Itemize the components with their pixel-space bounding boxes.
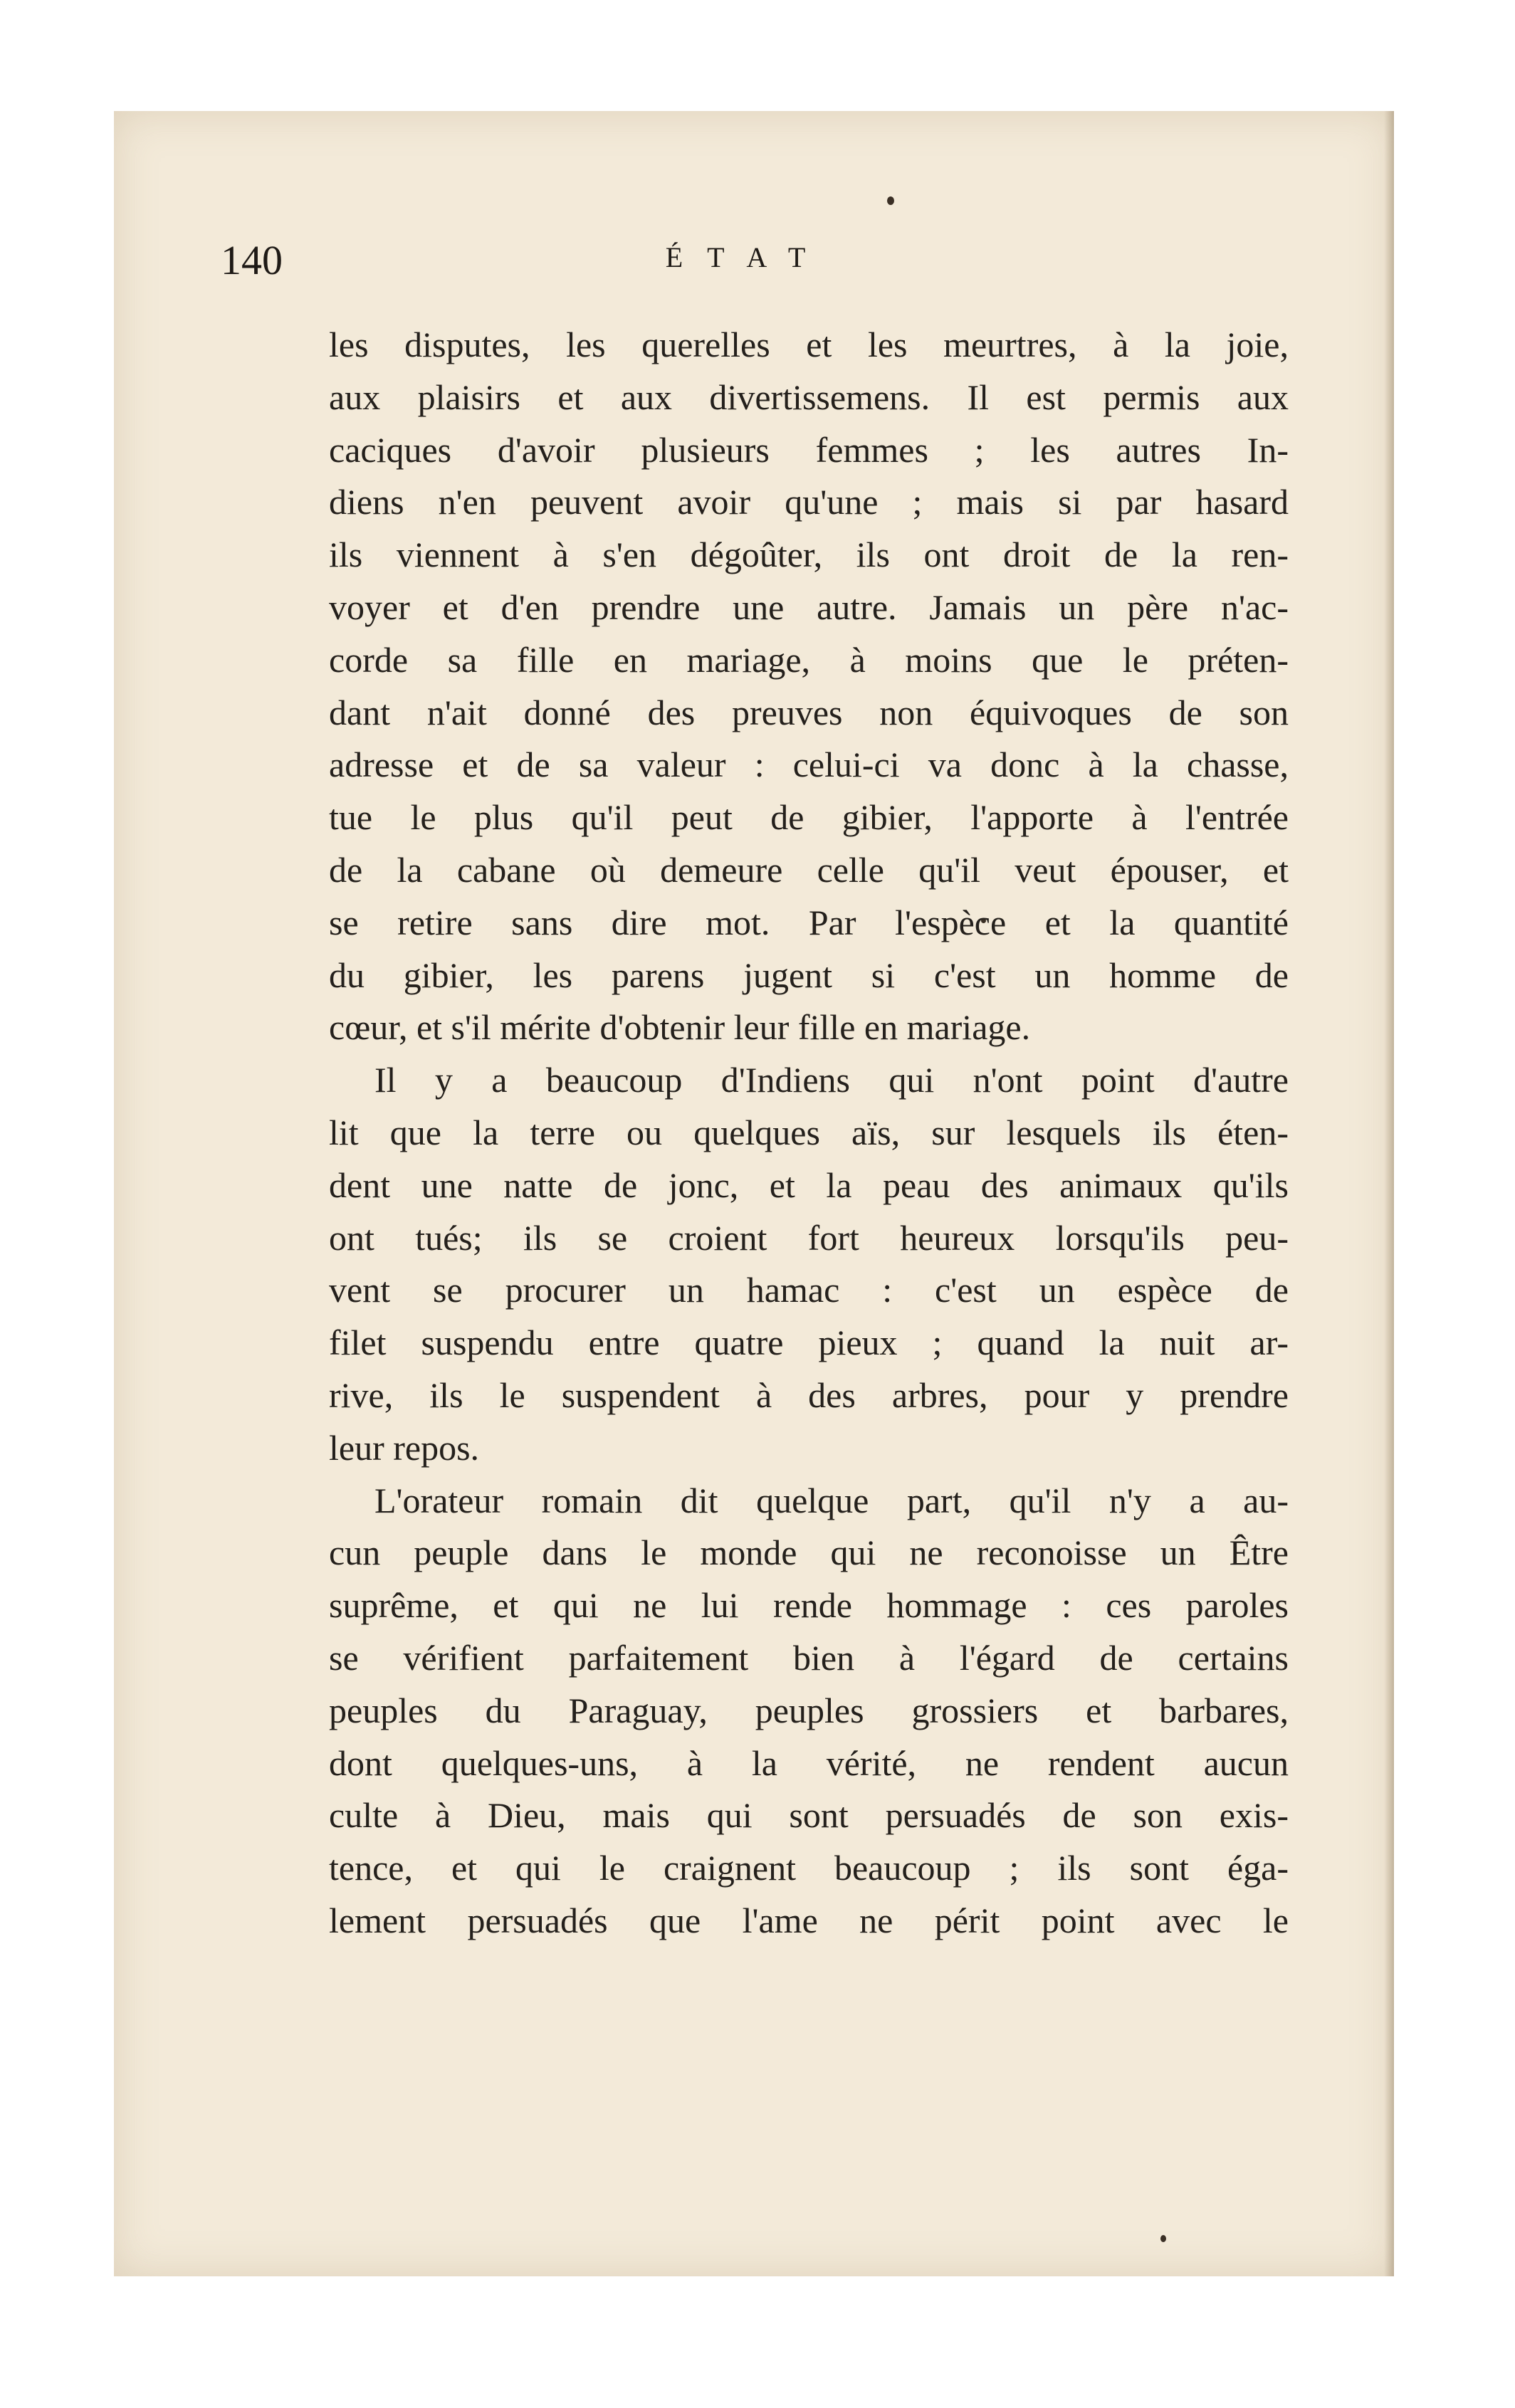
text-line: filet suspendu entre quatre pieux ; quand la nuit ar-: [329, 1323, 1289, 1363]
text-line: lement persuadés que l'ame ne périt point avec le: [329, 1900, 1289, 1940]
paragraph-start-line: L'orateur romain dit quelque part, qu'il n'y a au-: [374, 1480, 1289, 1520]
paragraph-end-line: cœur, et s'il mérite d'obtenir leur fille en mariage.: [329, 1007, 1031, 1048]
text-line: corde sa fille en mariage, à moins que le préten-: [329, 639, 1289, 680]
body-text: [329, 319, 1289, 1947]
text-line: lit que la terre ou quelques aïs, sur lesquels ils éten-: [329, 1112, 1289, 1152]
text-line: dant n'ait donné des preuves non équivoques de son: [329, 692, 1289, 732]
text-line: voyer et d'en prendre une autre. Jamais un père n'ac-: [329, 587, 1289, 627]
ink-speck: [1160, 2235, 1166, 2242]
text-line: tue le plus qu'il peut de gibier, l'apporte à l'entrée: [329, 797, 1289, 838]
text-line: les disputes, les querelles et les meurtres, à la joie,: [329, 325, 1289, 364]
page-edge-shadow: [1384, 111, 1394, 2276]
ink-speck: [887, 196, 894, 205]
text-line: dont quelques-uns, à la vérité, ne rendent aucun: [329, 1742, 1289, 1783]
text-line: suprême, et qui ne lui rende hommage : ces paroles: [329, 1585, 1289, 1626]
text-line: tence, et qui le craignent beaucoup ; ils sont éga-: [329, 1848, 1289, 1888]
text-line: adresse et de sa valeur : celui-ci va donc à la chasse,: [329, 745, 1289, 785]
text-line: dent une natte de jonc, et la peau des animaux qu'ils: [329, 1164, 1289, 1205]
text-line: vent se procurer un hamac : c'est un espèce de: [329, 1270, 1289, 1310]
running-head: ÉTAT: [665, 241, 830, 273]
text-line: de la cabane où demeure celle qu'il veut épouser, et: [329, 849, 1289, 890]
text-line: du gibier, les parens jugent si c'est un homme de: [329, 955, 1289, 995]
page-header: [221, 236, 1274, 293]
text-line: caciques d'avoir plusieurs femmes ; les autres In-: [329, 429, 1289, 470]
text-line: aux plaisirs et aux divertissemens. Il est permis aux: [329, 377, 1289, 417]
text-line: rive, ils le suspendent à des arbres, pour y prendre: [329, 1374, 1289, 1415]
text-line: ils viennent à s'en dégoûter, ils ont droit de la ren-: [329, 535, 1289, 575]
page-number: 140: [221, 237, 283, 283]
text-line: cun peuple dans le monde qui ne reconoisse un Être: [329, 1532, 1289, 1573]
text-line: ont tués; ils se croient fort heureux lorsqu'ils peu-: [329, 1217, 1289, 1258]
text-line: se retire sans dire mot. Par l'espèce et la quantité: [329, 902, 1289, 942]
paragraph-start-line: Il y a beaucoup d'Indiens qui n'ont point d'autre: [374, 1060, 1289, 1100]
text-line: diens n'en peuvent avoir qu'une ; mais si par hasard: [329, 482, 1289, 522]
text-line: peuples du Paraguay, peuples grossiers et barbares,: [329, 1690, 1289, 1730]
text-line: se vérifient parfaitement bien à l'égard de certains: [329, 1637, 1289, 1678]
text-line: culte à Dieu, mais qui sont persuadés de son exis-: [329, 1795, 1289, 1836]
paragraph-end-line: leur repos.: [329, 1427, 480, 1468]
